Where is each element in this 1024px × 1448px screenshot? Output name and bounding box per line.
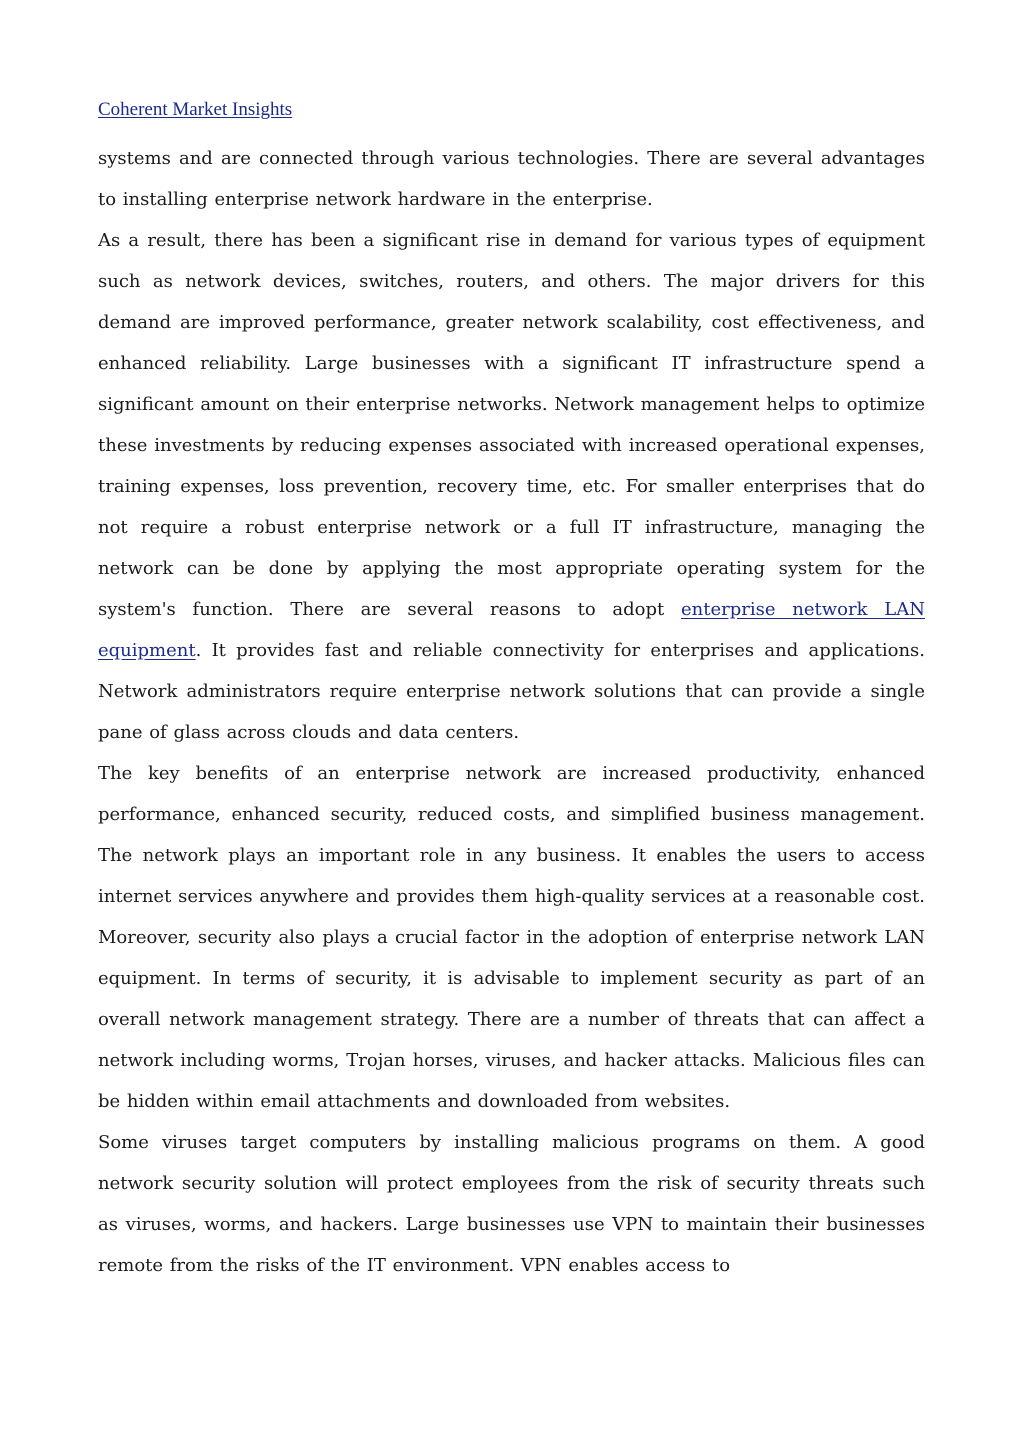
- article-body: [98, 138, 925, 1286]
- paragraph-1: systems and are connected through various technologies. There are several advantages to installing enterprise network hardware in the enterprise.: [98, 148, 925, 210]
- publisher-header-link[interactable]: Coherent Market Insights: [98, 99, 293, 120]
- paragraph-2-text-after-link: . It provides fast and reliable connectivity for enterprises and applications. Network administrators require enterprise network solutions that can provide a single pane of glass across clouds and data centers.: [98, 640, 925, 743]
- paragraph-3: The key benefits of an enterprise network are increased productivity, enhanced performance, enhanced security, reduced costs, and simplified business management. The network plays an important role in any business. It enables the users to access internet services anywhere and provides them high-quality services at a reasonable cost. Moreover, security also plays a crucial factor in the adoption of enterprise network LAN equipment. In terms of security, it is advisable to implement security as part of an overall network management strategy. There are a number of threats that can affect a network including worms, Trojan horses, viruses, and hacker attacks. Malicious files can be hidden within email attachments and downloaded from websites.: [98, 763, 925, 1112]
- enterprise-network-lan-equipment-link[interactable]: enterprise network LAN equipment: [98, 599, 925, 661]
- paragraph-2: [98, 220, 925, 753]
- paragraph-2-text-before-link: As a result, there has been a significant rise in demand for various types of equipment such as network devices, switches, routers, and others. The major drivers for this demand are improved performance, greater network scalability, cost effectiveness, and enhanced reliability. Large businesses with a significant IT infrastructure spend a significant amount on their enterprise networks. Network management helps to optimize these investments by reducing expenses associated with increased operational expenses, training expenses, loss prevention, recovery time, etc. For smaller enterprises that do not require a robust enterprise network or a full IT infrastructure, managing the network can be done by applying the most appropriate operating system for the system's function. There are several reasons to adopt: [98, 230, 925, 620]
- paragraph-4: Some viruses target computers by installing malicious programs on them. A good network security solution will protect employees from the risk of security threats such as viruses, worms, and hackers. Large businesses use VPN to maintain their businesses remote from the risks of the IT environment. VPN enables access to: [98, 1132, 925, 1276]
